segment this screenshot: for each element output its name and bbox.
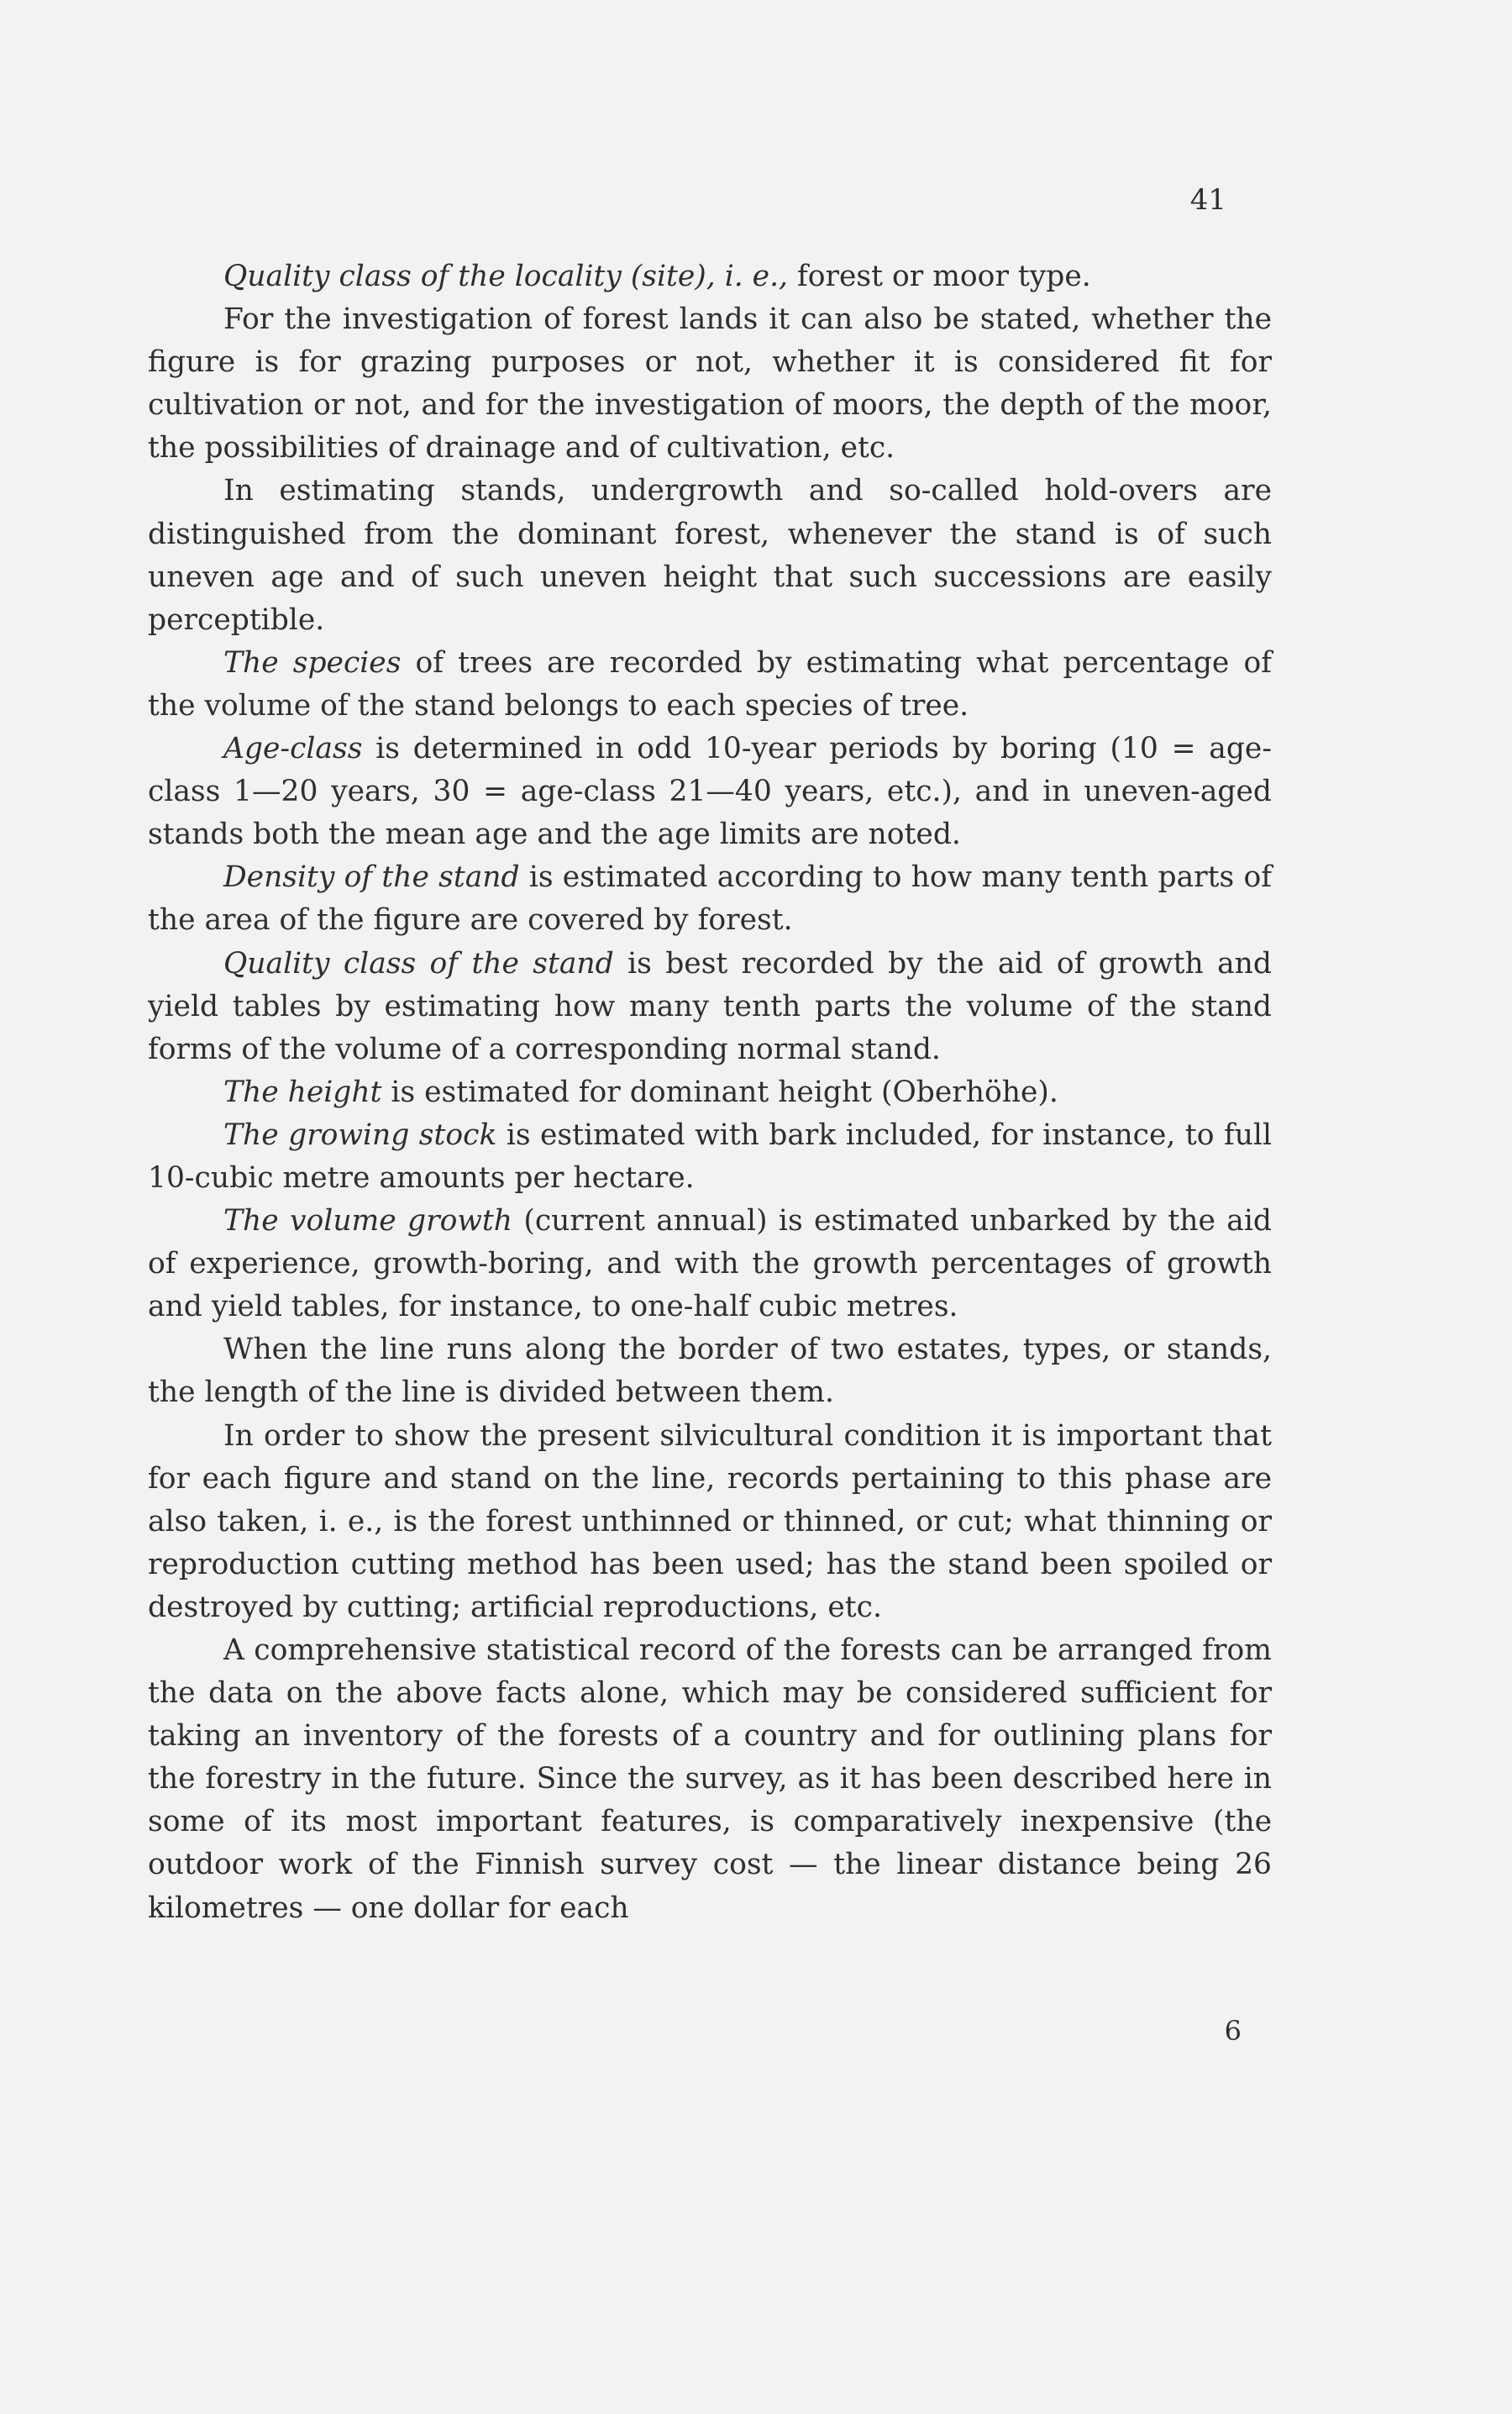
paragraph-text: is estimated with bark included, for instance, to full 10-cubic metre amounts per hectare. — [148, 1118, 1272, 1195]
paragraph-statistical-record — [148, 1629, 1272, 1930]
paragraph-quality-locality — [148, 255, 1272, 298]
paragraph-text: In order to show the present silvicultural condition it is important that for each figure and stand on the line, records pertaining to this phase are also taken, i. e., is the forest unthinned or thinned, or cut; what thinning or reproduction cutting method has been used; has the stand been spoiled or destroyed by cutting; artificial reproductions, etc. — [148, 1418, 1272, 1624]
paragraph-text: In estimating stands, undergrowth and so-called hold-overs are distinguished from the dominant forest, whenever the stand is of such uneven age and of such uneven height that such successions are easily perceptible. — [148, 474, 1272, 637]
paragraph-lead: Quality class of the locality (site), i. e., — [223, 260, 789, 293]
paragraph-text: For the investigation of forest lands it can also be stated, whether the figure is for grazing purposes or not, whether it is considered fit for cultivation or not, and for the investigation of moors, the depth of the moor, the possibilities of drainage and of cultivation, etc. — [148, 302, 1272, 465]
page-number: 41 — [1189, 183, 1226, 217]
paragraph-species — [148, 642, 1272, 728]
paragraph-density — [148, 856, 1272, 942]
paragraph-text: When the line runs along the border of two estates, types, or stands, the length of the line is divided between them. — [148, 1333, 1272, 1410]
paragraph-estimating-stands — [148, 470, 1272, 641]
paragraph-lead: The height — [223, 1075, 382, 1109]
paragraph-border-line — [148, 1328, 1272, 1414]
paragraph-text: (current annual) is estimated unbarked by the aid of experience, growth-boring, and with the growth percentages of growth and yield tables, for instance, to one-half cubic metres. — [148, 1204, 1272, 1324]
paragraph-lead: Density of the stand — [223, 860, 520, 895]
paragraph-text: is determined in odd 10-year periods by boring (10 = age-class 1—20 years, 30 = age-class 21—40 years, etc.), and in uneven-aged stands both the mean age and the age limits are noted. — [148, 732, 1272, 852]
paragraph-text: is estimated for dominant height (Oberhöhe). — [381, 1075, 1058, 1109]
signature-mark: 6 — [1224, 2015, 1242, 2047]
paragraph-height — [148, 1071, 1272, 1114]
paragraph-lead: The species — [223, 645, 402, 680]
body-text — [148, 255, 1272, 1930]
paragraph-text: forest or moor type. — [788, 260, 1091, 293]
paragraph-growing-stock — [148, 1114, 1272, 1200]
paragraph-text: A comprehensive statistical record of the forests can be arranged from the data on the above facts alone, which may be considered sufficient for taking an inventory of the forests of a country and for outlining plans for the forestry in the future. Since the survey, as it has been described here in some of its most important features, is comparatively inexpensive (the outdoor work of the Finnish survey cost — the linear distance being 26 kilometres — one dollar for each — [148, 1633, 1272, 1925]
paragraph-silvicultural — [148, 1415, 1272, 1629]
paragraph-text: is estimated according to how many tenth parts of the area of the figure are covered by forest. — [148, 860, 1272, 938]
paragraph-quality-stand — [148, 943, 1272, 1071]
paragraph-lead: Quality class of the stand — [223, 946, 614, 981]
paragraph-lead: Age-class — [223, 732, 363, 766]
paragraph-text: is best recorded by the aid of growth and yield tables by estimating how many tenth parts the volume of the stand forms of the volume of a corresponding normal stand. — [148, 946, 1272, 1066]
paragraph-lead: The volume growth — [223, 1204, 513, 1239]
paragraph-lead: The growing stock — [223, 1118, 497, 1152]
paragraph-volume-growth — [148, 1200, 1272, 1328]
paragraph-text: of trees are recorded by estimating what percentage of the volume of the stand belongs to each species of tree. — [148, 645, 1272, 723]
paragraph-forest-lands — [148, 298, 1272, 470]
paragraph-age-class — [148, 728, 1272, 856]
